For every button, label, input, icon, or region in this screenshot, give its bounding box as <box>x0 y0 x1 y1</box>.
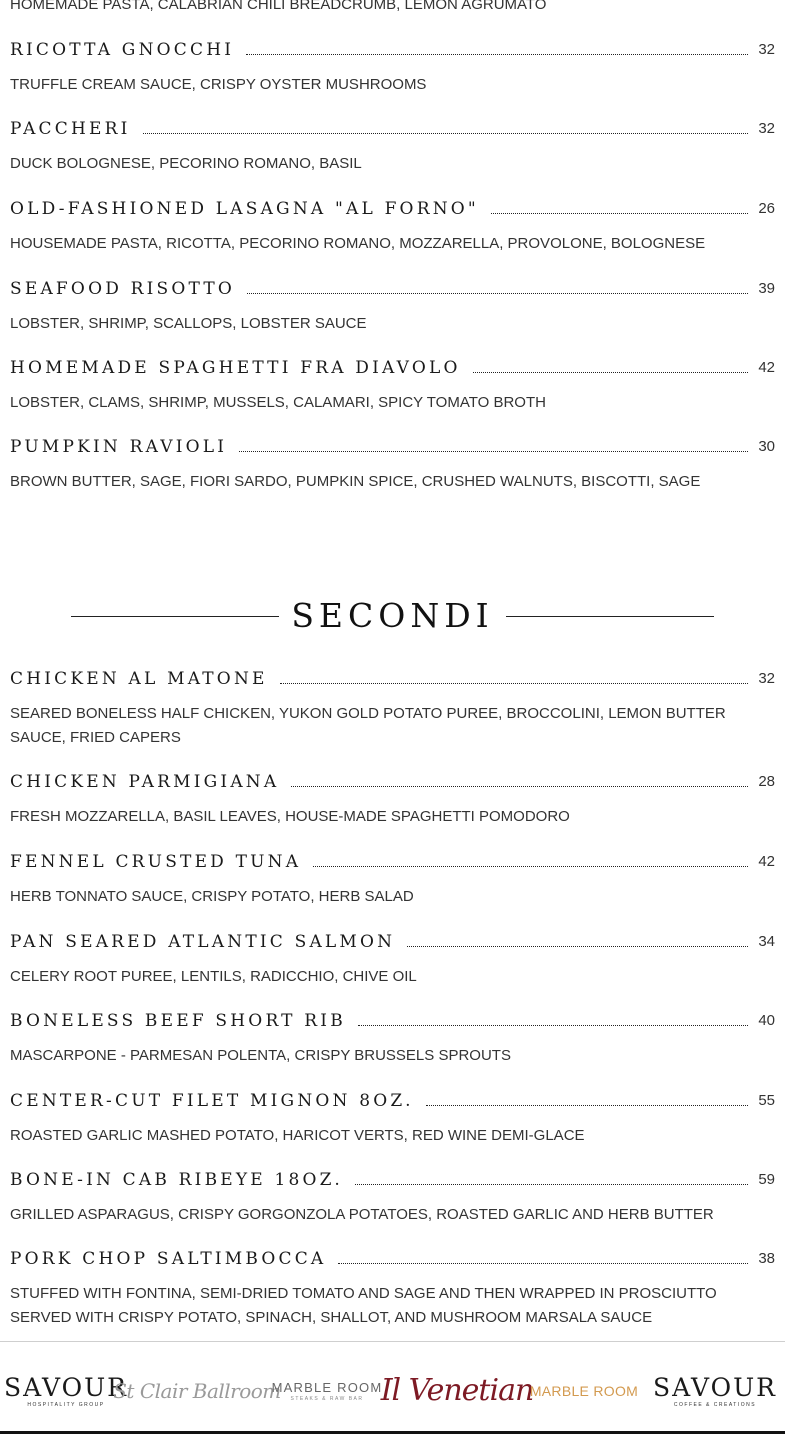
menu-item-price: 39 <box>758 280 775 297</box>
menu-item <box>10 851 775 909</box>
menu-item-header <box>10 118 775 140</box>
menu-item-name: HOMEMADE SPAGHETTI FRA DIAVOLO <box>10 358 461 378</box>
logo-text: MARBLE ROOM <box>271 1379 383 1395</box>
menu-item-name: CHICKEN AL MATONE <box>10 669 268 689</box>
menu-item-price: 32 <box>758 120 775 137</box>
menu-item-description: BROWN BUTTER, SAGE, FIORI SARDO, PUMPKIN SPICE, CRUSHED WALNUTS, BISCOTTI, SAGE <box>10 473 701 490</box>
menu-item <box>10 1248 775 1330</box>
marble-room-gold-logo[interactable] <box>528 1352 640 1430</box>
menu-item <box>10 436 775 494</box>
menu-item-name: SEAFOOD RISOTTO <box>10 279 236 299</box>
menu-item-price: 59 <box>758 1171 775 1188</box>
logo-text: Il Venetian <box>380 1373 534 1408</box>
dotted-leader <box>407 946 748 947</box>
dotted-leader <box>491 213 748 214</box>
menu-item-header <box>10 436 775 458</box>
logo-text: SAVOUR <box>4 1372 128 1402</box>
dotted-leader <box>247 293 748 294</box>
menu-item-description: ROASTED GARLIC MASHED POTATO, HARICOT VERTS, RED WINE DEMI-GLACE <box>10 1127 585 1144</box>
menu-item-name: BONE-IN CAB RIBEYE 18OZ. <box>10 1170 344 1190</box>
logo-text: SAVOUR <box>653 1372 777 1402</box>
menu-item-price: 28 <box>758 773 775 790</box>
menu-item-description: FRESH MOZZARELLA, BASIL LEAVES, HOUSE-MADE SPAGHETTI POMODORO <box>10 808 570 825</box>
menu-item-header <box>10 39 775 61</box>
menu-item-name: PACCHERI <box>10 119 131 139</box>
menu-item-description: STUFFED WITH FONTINA, SEMI-DRIED TOMATO AND SAGE AND THEN WRAPPED IN PROSCIUTTO SERVED WITH CRISPY POTATO, SPINACH, SHALLOT, AND MUSHROOM MARSALA SAUCE <box>10 1285 717 1326</box>
menu-item <box>10 198 775 256</box>
logo-text: St Clair Ballroom <box>113 1379 281 1403</box>
menu-item-header <box>10 278 775 300</box>
dotted-leader <box>358 1025 748 1026</box>
menu-item <box>10 39 775 97</box>
logo-subtext: STEAKS & RAW BAR <box>290 1395 364 1402</box>
menu-item <box>10 357 775 415</box>
menu-item-header <box>10 931 775 953</box>
dotted-leader <box>355 1184 748 1185</box>
menu-item <box>10 118 775 176</box>
menu-item-name: CHICKEN PARMIGIANA <box>10 772 280 792</box>
menu-item-name: FENNEL CRUSTED TUNA <box>10 852 302 872</box>
dotted-leader <box>239 451 748 452</box>
menu-item-price: 38 <box>758 1250 775 1267</box>
heading-rule-right <box>506 616 714 617</box>
menu-item-description: HERB TONNATO SAUCE, CRISPY POTATO, HERB SALAD <box>10 888 414 905</box>
savour-hospitality-logo[interactable] <box>4 1352 128 1430</box>
menu-item-description: SEARED BONELESS HALF CHICKEN, YUKON GOLD POTATO PUREE, BROCCOLINI, LEMON BUTTER SAUCE, FRIED CAPERS <box>10 705 726 746</box>
heading-rule-left <box>71 616 279 617</box>
menu-item-price: 42 <box>758 853 775 870</box>
footer-divider <box>0 1341 785 1342</box>
menu-item-price: 55 <box>758 1092 775 1109</box>
menu-item-name: BONELESS BEEF SHORT RIB <box>10 1011 346 1031</box>
menu-item <box>10 931 775 989</box>
menu-item-price: 32 <box>758 41 775 58</box>
dotted-leader <box>338 1263 748 1264</box>
menu-item-name: PAN SEARED ATLANTIC SALMON <box>10 932 396 952</box>
menu-item-description: MASCARPONE - PARMESAN POLENTA, CRISPY BRUSSELS SPROUTS <box>10 1047 511 1064</box>
dotted-leader <box>426 1105 749 1106</box>
footer-logo-strip <box>0 1352 785 1430</box>
menu-item <box>10 668 775 750</box>
menu-item-description: DUCK BOLOGNESE, PECORINO ROMANO, BASIL <box>10 155 362 172</box>
menu-item-price: 32 <box>758 670 775 687</box>
menu-item-header <box>10 1169 775 1191</box>
menu-item-description: TRUFFLE CREAM SAUCE, CRISPY OYSTER MUSHROOMS <box>10 76 427 93</box>
menu-item <box>10 1010 775 1068</box>
menu-item-price: 42 <box>758 359 775 376</box>
menu-item-description: HOUSEMADE PASTA, RICOTTA, PECORINO ROMANO, MOZZARELLA, PROVOLONE, BOLOGNESE <box>10 235 706 252</box>
menu-item-price: 40 <box>758 1012 775 1029</box>
dotted-leader <box>291 786 748 787</box>
logo-subtext: HOSPITALITY GROUP <box>27 1401 105 1408</box>
menu-item-name: PUMPKIN RAVIOLI <box>10 437 228 457</box>
menu-item-name: CENTER-CUT FILET MIGNON 8OZ. <box>10 1091 414 1111</box>
logo-subtext: COFFEE & CREATIONS <box>673 1401 757 1408</box>
menu-item-description: CELERY ROOT PUREE, LENTILS, RADICCHIO, CHIVE OIL <box>10 968 417 985</box>
dotted-leader <box>246 54 748 55</box>
dotted-leader <box>473 372 749 373</box>
menu-item <box>10 1090 775 1148</box>
menu-item <box>10 278 775 336</box>
menu-item-price: 26 <box>758 200 775 217</box>
menu-item-header <box>10 357 775 379</box>
dotted-leader <box>143 133 749 134</box>
menu-item-header <box>10 198 775 220</box>
marble-room-steaks-logo[interactable] <box>272 1352 382 1430</box>
menu-item <box>10 1169 775 1227</box>
menu-item-header <box>10 668 775 690</box>
menu-item <box>10 771 775 829</box>
previous-item-description: HOMEMADE PASTA, CALABRIAN CHILI BREADCRUMB, LEMON AGRUMATO <box>10 0 547 13</box>
menu-item-description: LOBSTER, SHRIMP, SCALLOPS, LOBSTER SAUCE <box>10 315 367 332</box>
menu-item-description: GRILLED ASPARAGUS, CRISPY GORGONZOLA POTATOES, ROASTED GARLIC AND HERB BUTTER <box>10 1206 714 1223</box>
savour-coffee-logo[interactable] <box>653 1352 777 1430</box>
il-venetian-logo[interactable] <box>380 1352 534 1430</box>
menu-item-description: LOBSTER, CLAMS, SHRIMP, MUSSELS, CALAMARI, SPICY TOMATO BROTH <box>10 394 546 411</box>
menu-item-header <box>10 1090 775 1112</box>
menu-item-name: PORK CHOP SALTIMBOCCA <box>10 1249 327 1269</box>
menu-item-name: OLD-FASHIONED LASAGNA "AL FORNO" <box>10 199 479 219</box>
menu-item-header <box>10 851 775 873</box>
menu-item-name: RICOTTA GNOCCHI <box>10 40 235 60</box>
menu-item-header <box>10 1248 775 1270</box>
st-clair-ballroom-logo[interactable] <box>113 1352 281 1430</box>
section-heading-secondi <box>0 594 785 638</box>
logo-text: MARBLE ROOM <box>529 1383 639 1399</box>
dotted-leader <box>280 683 749 684</box>
menu-item-header <box>10 1010 775 1032</box>
menu-item-header <box>10 771 775 793</box>
menu-item-price: 34 <box>758 933 775 950</box>
menu-item-price: 30 <box>758 438 775 455</box>
dotted-leader <box>313 866 748 867</box>
section-title: SECONDI <box>291 596 494 635</box>
